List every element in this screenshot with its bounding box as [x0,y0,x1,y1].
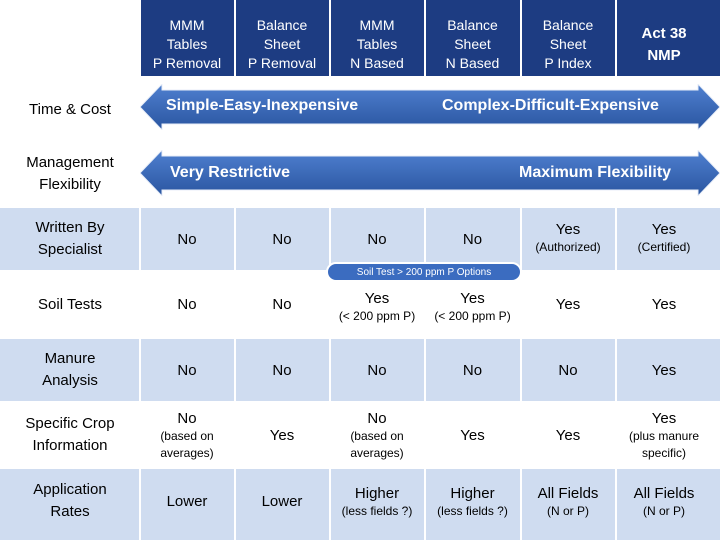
header-line: Tables [356,35,398,52]
table-cell [425,403,520,467]
soil-test-options-callout: Soil Test > 200 ppm P Options [326,262,522,282]
cell-main: Yes [651,361,677,379]
header-line: Sheet [454,35,491,52]
table-cell [235,403,329,467]
table-cell [616,405,712,465]
row-label-text: Information [32,437,108,454]
cell-sub: specific) [641,445,686,460]
row-label-rates [0,469,140,533]
row-label-manure [0,338,140,402]
cell-main: No [177,361,197,379]
column-header-act38 [616,20,712,70]
table-cell [616,272,712,337]
table-cell [521,213,615,263]
arrow-label-right: Complex-Difficult-Expensive [442,97,659,114]
cell-main: Yes [364,290,390,307]
table-cell [235,338,329,402]
cell-main: No [177,409,197,427]
cell-sub: averages) [160,445,214,460]
row-label-text: Specific Crop [25,415,115,432]
column-header-mmm-n [330,14,424,74]
cell-main: Yes [269,426,295,444]
cell-sub: (< 200 ppm P) [338,309,416,323]
cell-main: No [462,361,483,379]
row-label-text: Written By [35,219,105,236]
cell-sub: (Certified) [637,240,691,254]
header-line: Act 38 [641,25,687,42]
row-label-text: Flexibility [39,176,101,193]
table-cell [425,208,520,270]
cell-main: Lower [166,492,208,510]
cell-main: Yes [460,290,485,307]
cell-main: No [367,409,387,427]
cell-sub: (plus manure [628,428,700,443]
header-line: Tables [166,35,208,52]
row-label-text: Management [26,154,114,171]
cell-main: No [558,361,578,379]
header-corner [0,0,140,77]
cell-main: Yes [651,296,677,313]
cell-main: Yes [555,221,581,238]
arrow-label-left: Very Restrictive [170,164,291,181]
header-line: Sheet [263,35,301,52]
table-cell [140,405,234,465]
header-line: P Removal [152,54,222,71]
header-line: Balance [447,16,498,33]
header-line: N Based [445,54,500,71]
table-cell [425,338,520,402]
table-cell [425,479,520,525]
row-label-text: Specialist [37,241,103,258]
column-header-mmm-p [140,14,234,74]
table-cell [616,213,712,263]
cell-main: Yes [651,409,677,427]
table-cell [330,405,424,465]
cell-sub: (Authorized) [535,240,601,254]
row-label-time-cost [0,78,140,142]
cell-main: No [177,230,197,248]
table-cell [330,284,424,330]
cell-sub: averages) [350,445,404,460]
row-label-text: Analysis [42,372,98,389]
table-cell [330,338,424,402]
table-cell [140,469,234,533]
cell-main: Yes [555,296,581,313]
row-label-mgmt [0,142,140,206]
cell-main: Yes [460,426,485,444]
cell-main: No [462,230,483,248]
arrow-label-left: Simple-Easy-Inexpensive [166,97,359,114]
table-cell [521,403,615,467]
column-header-bs-n [425,14,520,74]
cell-main: No [367,230,387,248]
cell-main: Higher [450,485,495,502]
row-label-text: Rates [50,503,90,520]
table-cell [140,338,234,402]
table-cell [521,338,615,402]
header-line: P Removal [247,54,317,71]
cell-main: Higher [354,485,400,502]
header-line: MMM [359,16,395,33]
cell-main: All Fields [633,485,695,502]
cell-main: Yes [555,426,581,444]
header-line: P Index [544,54,592,71]
column-header-bs-p [235,14,329,74]
cell-main: Yes [651,221,677,238]
table-cell [140,208,234,270]
row-label-text: Application [33,481,107,498]
cell-sub: (less fields ?) [341,504,413,518]
header-line: Balance [542,16,594,33]
cell-sub: (< 200 ppm P) [434,309,511,323]
table-cell [330,479,424,525]
arrow-label-right: Maximum Flexibility [519,164,672,181]
cell-main: No [177,296,197,313]
table-cell [616,338,712,402]
cell-main: No [272,296,292,313]
cell-main: No [272,361,292,379]
cell-main: No [367,361,387,379]
cell-main: No [272,230,292,248]
row-label-text: Time & Cost [29,101,111,118]
row-label-crop [0,403,140,467]
header-line: Sheet [549,35,587,52]
row-label-text: Soil Tests [38,295,102,313]
table-cell [330,208,424,270]
column-header-bs-pindex [521,14,615,74]
row-label-written [0,208,140,270]
table-cell [616,479,712,525]
table-cell [140,272,234,337]
header-line: N Based [350,54,404,71]
header-line: MMM [169,16,205,33]
table-cell [425,284,520,330]
table-cell [235,208,329,270]
row-label-soil [0,272,140,337]
cell-sub: (N or P) [547,504,589,518]
cell-sub: (based on [160,428,214,443]
cell-sub: (N or P) [643,504,685,518]
table-cell [235,272,329,337]
cell-sub: (based on [350,428,404,443]
header-line: Balance [256,16,308,33]
cell-sub: (less fields ?) [437,504,508,518]
header-line: NMP [647,47,681,64]
table-cell [521,272,615,337]
cell-main: Lower [261,492,303,510]
table-cell [521,479,615,525]
table-cell [235,469,329,533]
row-label-text: Manure [44,350,96,367]
cell-main: All Fields [537,485,599,502]
